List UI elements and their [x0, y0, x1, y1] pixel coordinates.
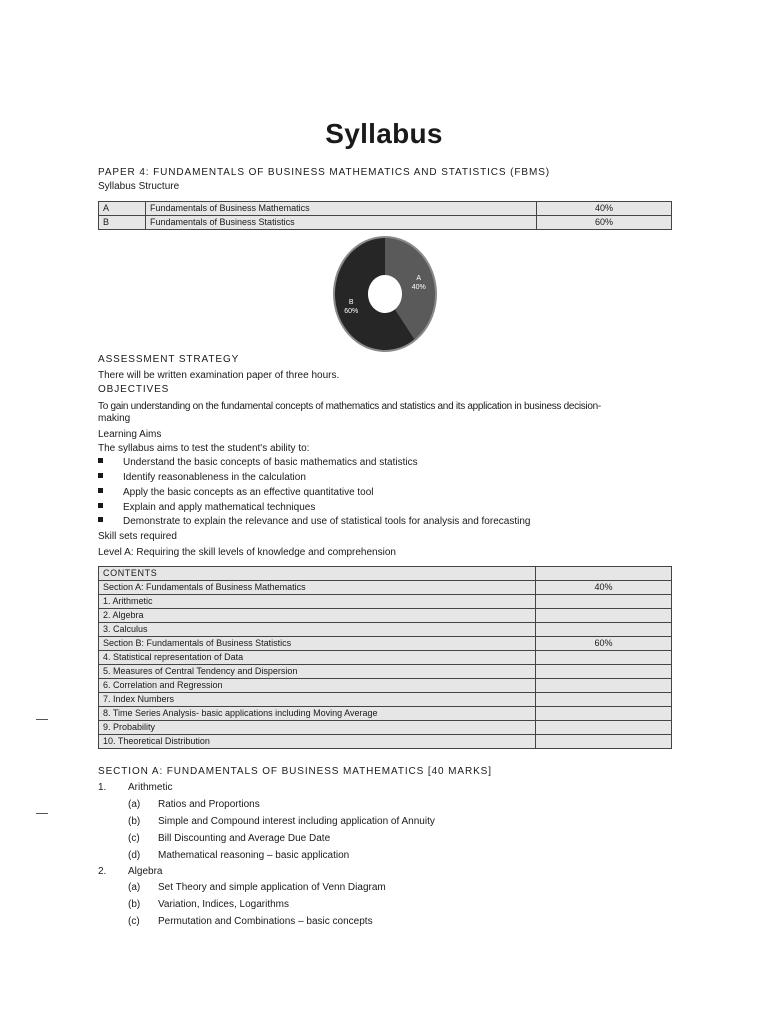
contents-weight	[536, 679, 672, 693]
contents-cell: 5. Measures of Central Tendency and Dispersion	[99, 665, 536, 679]
contents-weight	[536, 623, 672, 637]
objectives-line-1: To gain understanding on the fundamental concepts of mathematics and statistics and its application in business decision-	[98, 401, 601, 412]
table-row	[99, 707, 672, 721]
learning-aims-intro: The syllabus aims to test the student's ability to:	[98, 443, 310, 454]
aim-text: Identify reasonableness in the calculation	[123, 472, 306, 483]
slice-value-label: 40%	[411, 283, 426, 291]
item-text: Set Theory and simple application of Venn Diagram	[158, 882, 386, 893]
table-row	[99, 651, 672, 665]
syllabus-structure-label: Syllabus Structure	[98, 181, 180, 192]
aim-text: Demonstrate to explain the relevance and use of statistical tools for analysis and forecasting	[123, 516, 531, 527]
skill-sets-heading: Skill sets required	[98, 531, 177, 542]
structure-weight: 40%	[537, 202, 672, 216]
contents-cell: Section B: Fundamentals of Business Statistics	[99, 637, 536, 651]
donut-hole	[368, 275, 402, 313]
contents-weight: 40%	[536, 581, 672, 595]
slice-category-label: A	[416, 274, 422, 282]
item-label: (a)	[128, 799, 141, 810]
margin-mark	[36, 813, 48, 814]
slice-category-label: B	[348, 299, 354, 307]
bullet-icon	[98, 517, 103, 522]
topic-name: Arithmetic	[128, 782, 173, 793]
item-label: (b)	[128, 816, 141, 827]
item-text: Ratios and Proportions	[158, 799, 260, 810]
aim-item	[98, 456, 418, 470]
assessment-heading: ASSESSMENT STRATEGY	[98, 354, 240, 365]
contents-weight	[536, 707, 672, 721]
item-text: Simple and Compound interest including application of Annuity	[158, 816, 435, 827]
contents-cell: 7. Index Numbers	[99, 693, 536, 707]
structure-row	[99, 202, 672, 216]
aim-item	[98, 471, 306, 485]
topic-number: 2.	[98, 866, 107, 877]
contents-cell: 9. Probability	[99, 721, 536, 735]
aim-text: Apply the basic concepts as an effective quantitative tool	[123, 487, 374, 498]
table-row	[99, 623, 672, 637]
item-label: (c)	[128, 916, 140, 927]
aim-text: Understand the basic concepts of basic mathematics and statistics	[123, 457, 418, 468]
margin-mark	[36, 719, 48, 720]
structure-table	[98, 201, 672, 230]
item-label: (d)	[128, 850, 141, 861]
contents-weight	[536, 567, 672, 581]
bullet-icon	[98, 488, 103, 493]
bullet-icon	[98, 458, 103, 463]
contents-cell: Section A: Fundamentals of Business Mathematics	[99, 581, 536, 595]
structure-name: Fundamentals of Business Mathematics	[146, 202, 537, 216]
contents-weight	[536, 693, 672, 707]
contents-weight: 60%	[536, 637, 672, 651]
bullet-icon	[98, 473, 103, 478]
aim-item	[98, 515, 530, 529]
assessment-text: There will be written examination paper of three hours.	[98, 370, 340, 381]
contents-table	[98, 566, 672, 749]
contents-weight	[536, 651, 672, 665]
item-text: Variation, Indices, Logarithms	[158, 899, 289, 910]
contents-cell: 10. Theoretical Distribution	[99, 735, 536, 749]
item-text: Mathematical reasoning – basic application	[158, 850, 350, 861]
contents-header-row	[99, 567, 672, 581]
weight-donut-chart	[330, 234, 440, 354]
contents-header: CONTENTS	[99, 567, 536, 581]
contents-weight	[536, 665, 672, 679]
contents-weight	[536, 595, 672, 609]
item-text: Bill Discounting and Average Due Date	[158, 833, 331, 844]
bullet-icon	[98, 503, 103, 508]
contents-weight	[536, 721, 672, 735]
aim-item	[98, 486, 374, 500]
contents-cell: 4. Statistical representation of Data	[99, 651, 536, 665]
objectives-line-2: making	[98, 413, 131, 424]
item-label: (b)	[128, 899, 141, 910]
table-row	[99, 721, 672, 735]
table-row	[99, 679, 672, 693]
structure-code: B	[99, 216, 146, 230]
table-row	[99, 581, 672, 595]
item-label: (a)	[128, 882, 141, 893]
contents-cell: 8. Time Series Analysis- basic applications including Moving Average	[99, 707, 536, 721]
table-row	[99, 595, 672, 609]
table-row	[99, 693, 672, 707]
table-row	[99, 665, 672, 679]
structure-code: A	[99, 202, 146, 216]
aim-text: Explain and apply mathematical techniques	[123, 502, 316, 513]
contents-cell: 3. Calculus	[99, 623, 536, 637]
item-text: Permutation and Combinations – basic concepts	[158, 916, 373, 927]
item-label: (c)	[128, 833, 140, 844]
topic-number: 1.	[98, 782, 107, 793]
contents-weight	[536, 609, 672, 623]
contents-cell: 2. Algebra	[99, 609, 536, 623]
table-row	[99, 609, 672, 623]
slice-value-label: 60%	[344, 308, 359, 316]
paper-heading: PAPER 4: FUNDAMENTALS OF BUSINESS MATHEMATICS AND STATISTICS (FBMS)	[98, 167, 551, 178]
objectives-heading: OBJECTIVES	[98, 384, 170, 395]
contents-weight	[536, 735, 672, 749]
structure-name: Fundamentals of Business Statistics	[146, 216, 537, 230]
learning-aims-heading: Learning Aims	[98, 429, 162, 440]
aim-item	[98, 501, 315, 515]
page-title: Syllabus	[325, 118, 443, 149]
section-a-heading: SECTION A: FUNDAMENTALS OF BUSINESS MATHEMATICS [40 MARKS]	[98, 766, 492, 777]
skill-level-text: Level A: Requiring the skill levels of knowledge and comprehension	[98, 547, 396, 558]
structure-row	[99, 216, 672, 230]
contents-cell: 1. Arithmetic	[99, 595, 536, 609]
table-row	[99, 637, 672, 651]
topic-name: Algebra	[128, 866, 163, 877]
table-row	[99, 735, 672, 749]
contents-cell: 6. Correlation and Regression	[99, 679, 536, 693]
structure-weight: 60%	[537, 216, 672, 230]
